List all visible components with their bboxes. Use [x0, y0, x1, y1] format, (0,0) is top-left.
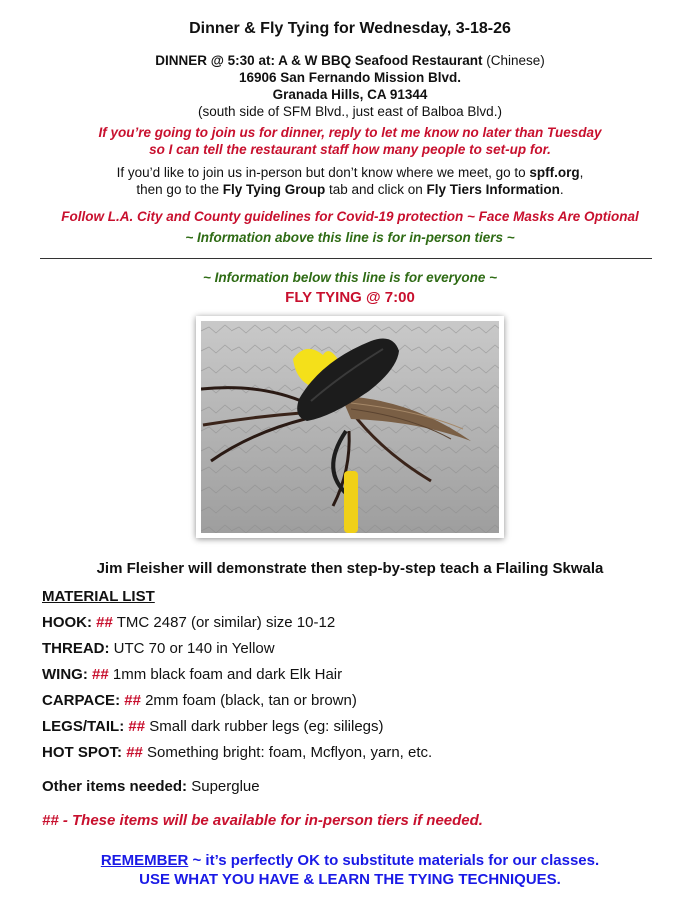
- location-text-e: .: [559, 182, 564, 197]
- material-label: HOT SPOT: [42, 744, 118, 761]
- material-text: 1mm black foam and dark Elk Hair: [112, 666, 343, 683]
- marker: ##: [92, 666, 109, 683]
- demo-description: Jim Fleisher will demonstrate then step-by-step teach a Flailing Skwala: [96, 560, 604, 577]
- remember-text-a: ~ it’s perfectly: [188, 852, 298, 869]
- material-item: WING: ## 1mm black foam and dark Elk Hair: [42, 666, 343, 683]
- material-item: LEGS/TAIL: ## Small dark rubber legs (eg: sililegs): [42, 718, 384, 735]
- availability-note: ## - These items will be available for in-person tiers if needed.: [42, 812, 483, 829]
- material-list-heading: MATERIAL LIST: [42, 588, 155, 605]
- dinner-line: [0, 52, 700, 69]
- site-link[interactable]: spff.org: [529, 165, 580, 180]
- covid-note: Follow L.A. City and County guidelines for Covid-19 protection ~ Face Masks Are Optional: [61, 209, 639, 224]
- location-text-b: ,: [579, 165, 584, 180]
- page-title: Dinner & Fly Tying for Wednesday, 3-18-26: [189, 20, 511, 37]
- location-line-1: [0, 164, 700, 181]
- material-item: CARPACE: ## 2mm foam (black, tan or brown): [42, 692, 357, 709]
- material-label: HOOK: [42, 614, 87, 631]
- above-line-note: ~ Information above this line is for in-person tiers ~: [185, 230, 515, 245]
- remember-line-2: USE WHAT YOU HAVE & LEARN THE TYING TECHNIQUES.: [139, 871, 561, 888]
- material-label: THREAD: [42, 640, 105, 657]
- other-items-text: Superglue: [191, 778, 260, 795]
- location-help: [0, 164, 700, 198]
- divider: [40, 258, 652, 259]
- material-item: HOOK: ## TMC 2487 (or similar) size 10-12: [42, 614, 336, 631]
- rsvp-line-2: so I can tell the restaurant staff how many people to set-up for.: [149, 142, 551, 157]
- remember-word: REMEMBER: [100, 852, 189, 869]
- material-item: THREAD: UTC 70 or 140 in Yellow: [42, 640, 275, 657]
- material-label: WING: [42, 666, 83, 683]
- fly-tiers-information-link: Fly Tiers Information: [426, 182, 560, 197]
- marker: ##: [128, 718, 146, 735]
- address-street: 16906 San Fernando Mission Blvd.: [238, 70, 462, 85]
- location-text-d: tab and click on: [325, 182, 427, 197]
- dinner-restaurant: DINNER @ 5:30 at: A & W BBQ Seafood Restaurant: [155, 53, 483, 68]
- skwala-fly-image: [201, 321, 499, 533]
- address-city: Granada Hills, CA 91344: [272, 87, 428, 102]
- material-label: CARPACE: [42, 692, 116, 709]
- dinner-cuisine: (Chinese): [482, 53, 545, 68]
- dinner-details: [0, 52, 700, 120]
- ok-word: OK: [297, 852, 320, 869]
- location-text-a: If you’d like to join us in-person but don’t know where we meet, go to: [116, 165, 530, 180]
- material-item: HOT SPOT: ## Something bright: foam, Mcflyon, yarn, etc.: [42, 744, 433, 761]
- fly-tying-group-tab: Fly Tying Group: [222, 182, 326, 197]
- material-text: UTC 70 or 140 in Yellow: [113, 640, 275, 657]
- marker: ##: [96, 614, 113, 631]
- material-text: 2mm foam (black, tan or brown): [145, 692, 357, 709]
- marker: ##: [126, 744, 143, 761]
- material-text: Small dark rubber legs (eg: sililegs): [149, 718, 384, 735]
- remember-note: [0, 851, 700, 889]
- marker: ##: [124, 692, 141, 709]
- material-label: LEGS/TAIL: [42, 718, 120, 735]
- material-text: Something bright: foam, Mcflyon, yarn, etc.: [147, 744, 433, 761]
- rsvp-line-1: If you’re going to join us for dinner, reply to let me know no later than Tuesday: [98, 125, 602, 140]
- address-directions: (south side of SFM Blvd., just east of Balboa Blvd.): [198, 104, 502, 119]
- fly-photo: [196, 316, 504, 538]
- below-line-note: ~ Information below this line is for everyone ~: [202, 270, 498, 285]
- remember-text-b: to substitute materials for our classes.: [319, 852, 600, 869]
- location-line-2: [0, 181, 700, 198]
- location-text-c: then go to the: [136, 182, 223, 197]
- other-items-label: Other items needed: [42, 778, 183, 795]
- remember-line-1: [0, 851, 700, 870]
- material-text: TMC 2487 (or similar) size 10-12: [116, 614, 336, 631]
- rsvp-note: [0, 124, 700, 158]
- fly-tying-time: FLY TYING @ 7:00: [285, 289, 415, 306]
- other-items: Other items needed: Superglue: [42, 778, 260, 795]
